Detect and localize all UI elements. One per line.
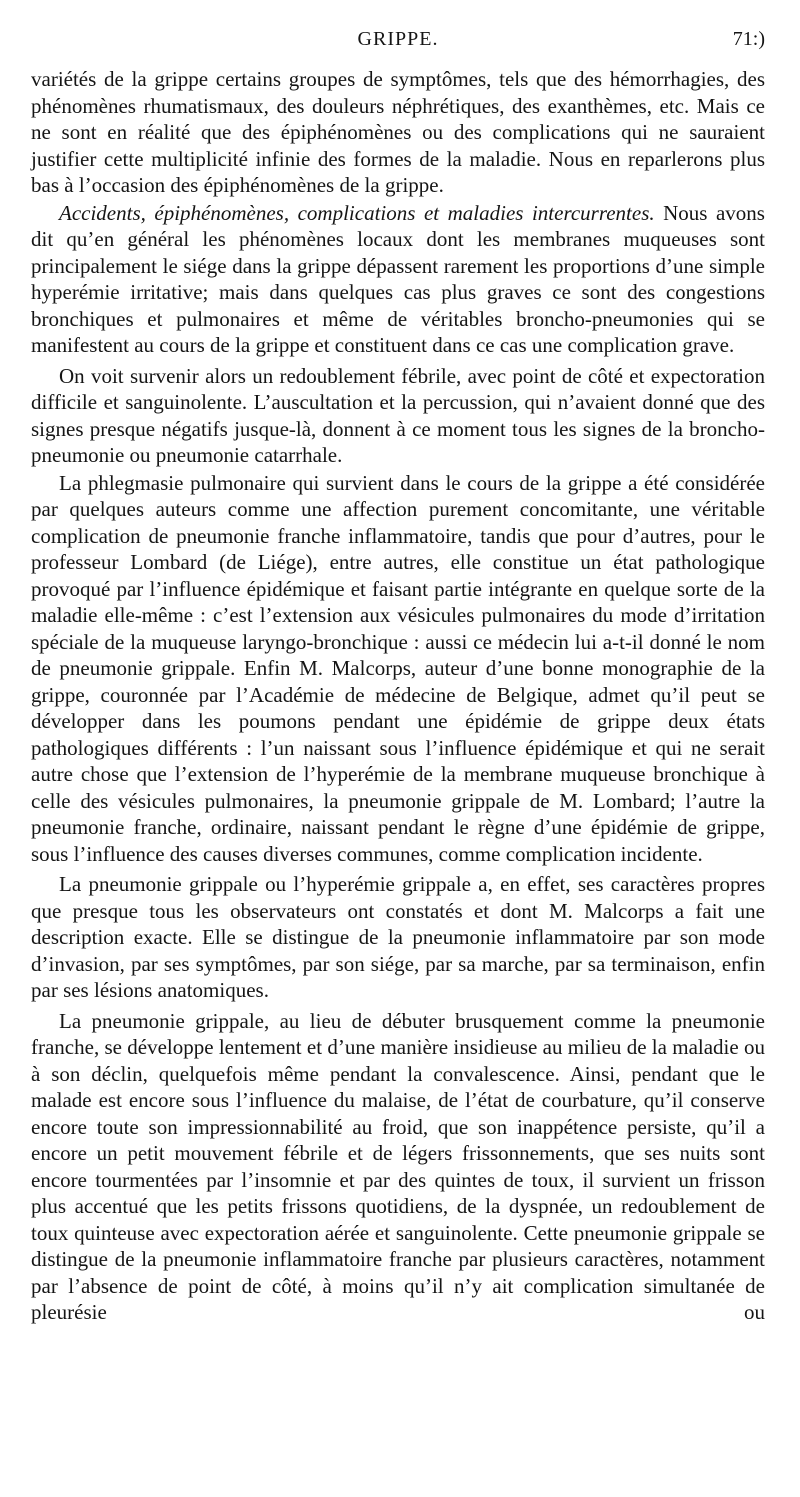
running-title: GRIPPE. [357, 28, 439, 50]
paragraph-phlegmasie: La phlegmasie pulmonaire qui survient dans le cours de la grippe a été considérée par quelques auteurs comme une affection purement concomitante, une véritable complication de pneumonie franche inflammatoire, tandis que pour d’autres, pour le professeur Lombard (de Liége), entre autres, elle constitue un état pathologique provoqué par l’influence épidémique et faisant partie intégrante en quelque sorte de la maladie elle-même : c’est l’extension aux vésicules pulmonaires du mode d’irritation spéciale de la muqueuse laryngo-bronchique : aussi ce médecin lui a-t-il donné le nom de pneumonie grippale. Enfin M. Malcorps, auteur d’une bonne monographie de la grippe, couronnée par l’Académie de médecine de Belgique, admet qu’il peut se développer dans les poumons pendant une épidémie de grippe deux états pathologiques différents : l’un naissant sous l’influence épidémique et qui ne serait autre chose que l’extension de l’hyperémie de la membrane muqueuse bronchique à celle des vésicules pulmonaires, la pneumonie grippale de M. Lombard; l’autre la pneumonie franche, ordinaire, naissant pendant le règne d’une épidémie de grippe, sous l’influence des causes diverses communes, comme complication incidente. [31, 470, 765, 866]
section-lead-heading: Accidents, épiphénomènes, complications et maladies intercurrentes. [59, 200, 655, 225]
running-header [31, 28, 765, 56]
paragraph-accidents [31, 200, 765, 359]
paragraph-pneumonie-grippale: La pneumonie grippale, au lieu de débuter brusquement comme la pneumonie franche, se développe lentement et d’une manière insidieuse au milieu de la maladie ou à son déclin, quelquefois même pendant la convalescence. Ainsi, pendant que le malade est encore sous l’influence du malaise, de l’état de courbature, qu’il conserve encore toute son impressionnabilité au froid, que son inappétence persiste, qu’il a encore un petit mouvement fébrile et de légers frissonnements, que ses nuits sont encore tourmentées par l’insomnie et par des quintes de toux, il survient un frisson plus accentué que les petits frissons quotidiens, de la dyspnée, un redoublement de toux quinteuse avec expectoration aérée et sanguinolente. Cette pneumonie grippale se distingue de la pneumonie inflammatoire franche par plusieurs caractères, notamment par l’absence de point de côté, à moins qu’il n’y ait complication simultanée de pleurésie ou [31, 1008, 765, 1324]
page-number: 71:) [732, 28, 765, 50]
paragraph-hyperemie: La pneumonie grippale ou l’hyperémie grippale a, en effet, ses caractères propres que presque tous les observateurs ont constatés et dont M. Malcorps a fait une description exacte. Elle se distingue de la pneumonie inflammatoire par son mode d’invasion, par ses symptômes, par son siége, par sa marche, par sa terminaison, enfin par ses lésions anatomiques. [31, 872, 765, 1002]
paragraph-continuation: variétés de la grippe certains groupes de symptômes, tels que des hémorrhagies, des phénomènes rhumatismaux, des douleurs néphrétiques, des exanthèmes, etc. Mais ce ne sont en réalité que des épiphénomènes ou des complications qui ne sauraient justifier cette multiplicité infinie des formes de la maladie. Nous en reparlerons plus bas à l’occasion des épiphénomènes de la grippe. [31, 67, 765, 197]
paragraph-accidents-text: Nous avons dit qu’en général les phénomènes locaux dont les membranes muqueuses sont principalement le siége dans la grippe dépassent rarement les proportions d’une simple hyperémie irritative; mais dans quelques cas plus graves ce sont des congestions bronchiques et pulmonaires et même de véritables broncho-pneumonies qui se manifestent au cours de la grippe et constituent dans ce cas une complication grave. [31, 200, 765, 357]
main-text [31, 66, 765, 1326]
paragraph-redoublement: On voit survenir alors un redoublement fébrile, avec point de côté et expectoration difficile et sanguinolente. L’auscultation et la percussion, qui n’avaient donné que des signes presque négatifs jusque-là, donnent à ce moment tous les signes de la broncho-pneumonie ou pneumonie catarrhale. [31, 363, 765, 467]
